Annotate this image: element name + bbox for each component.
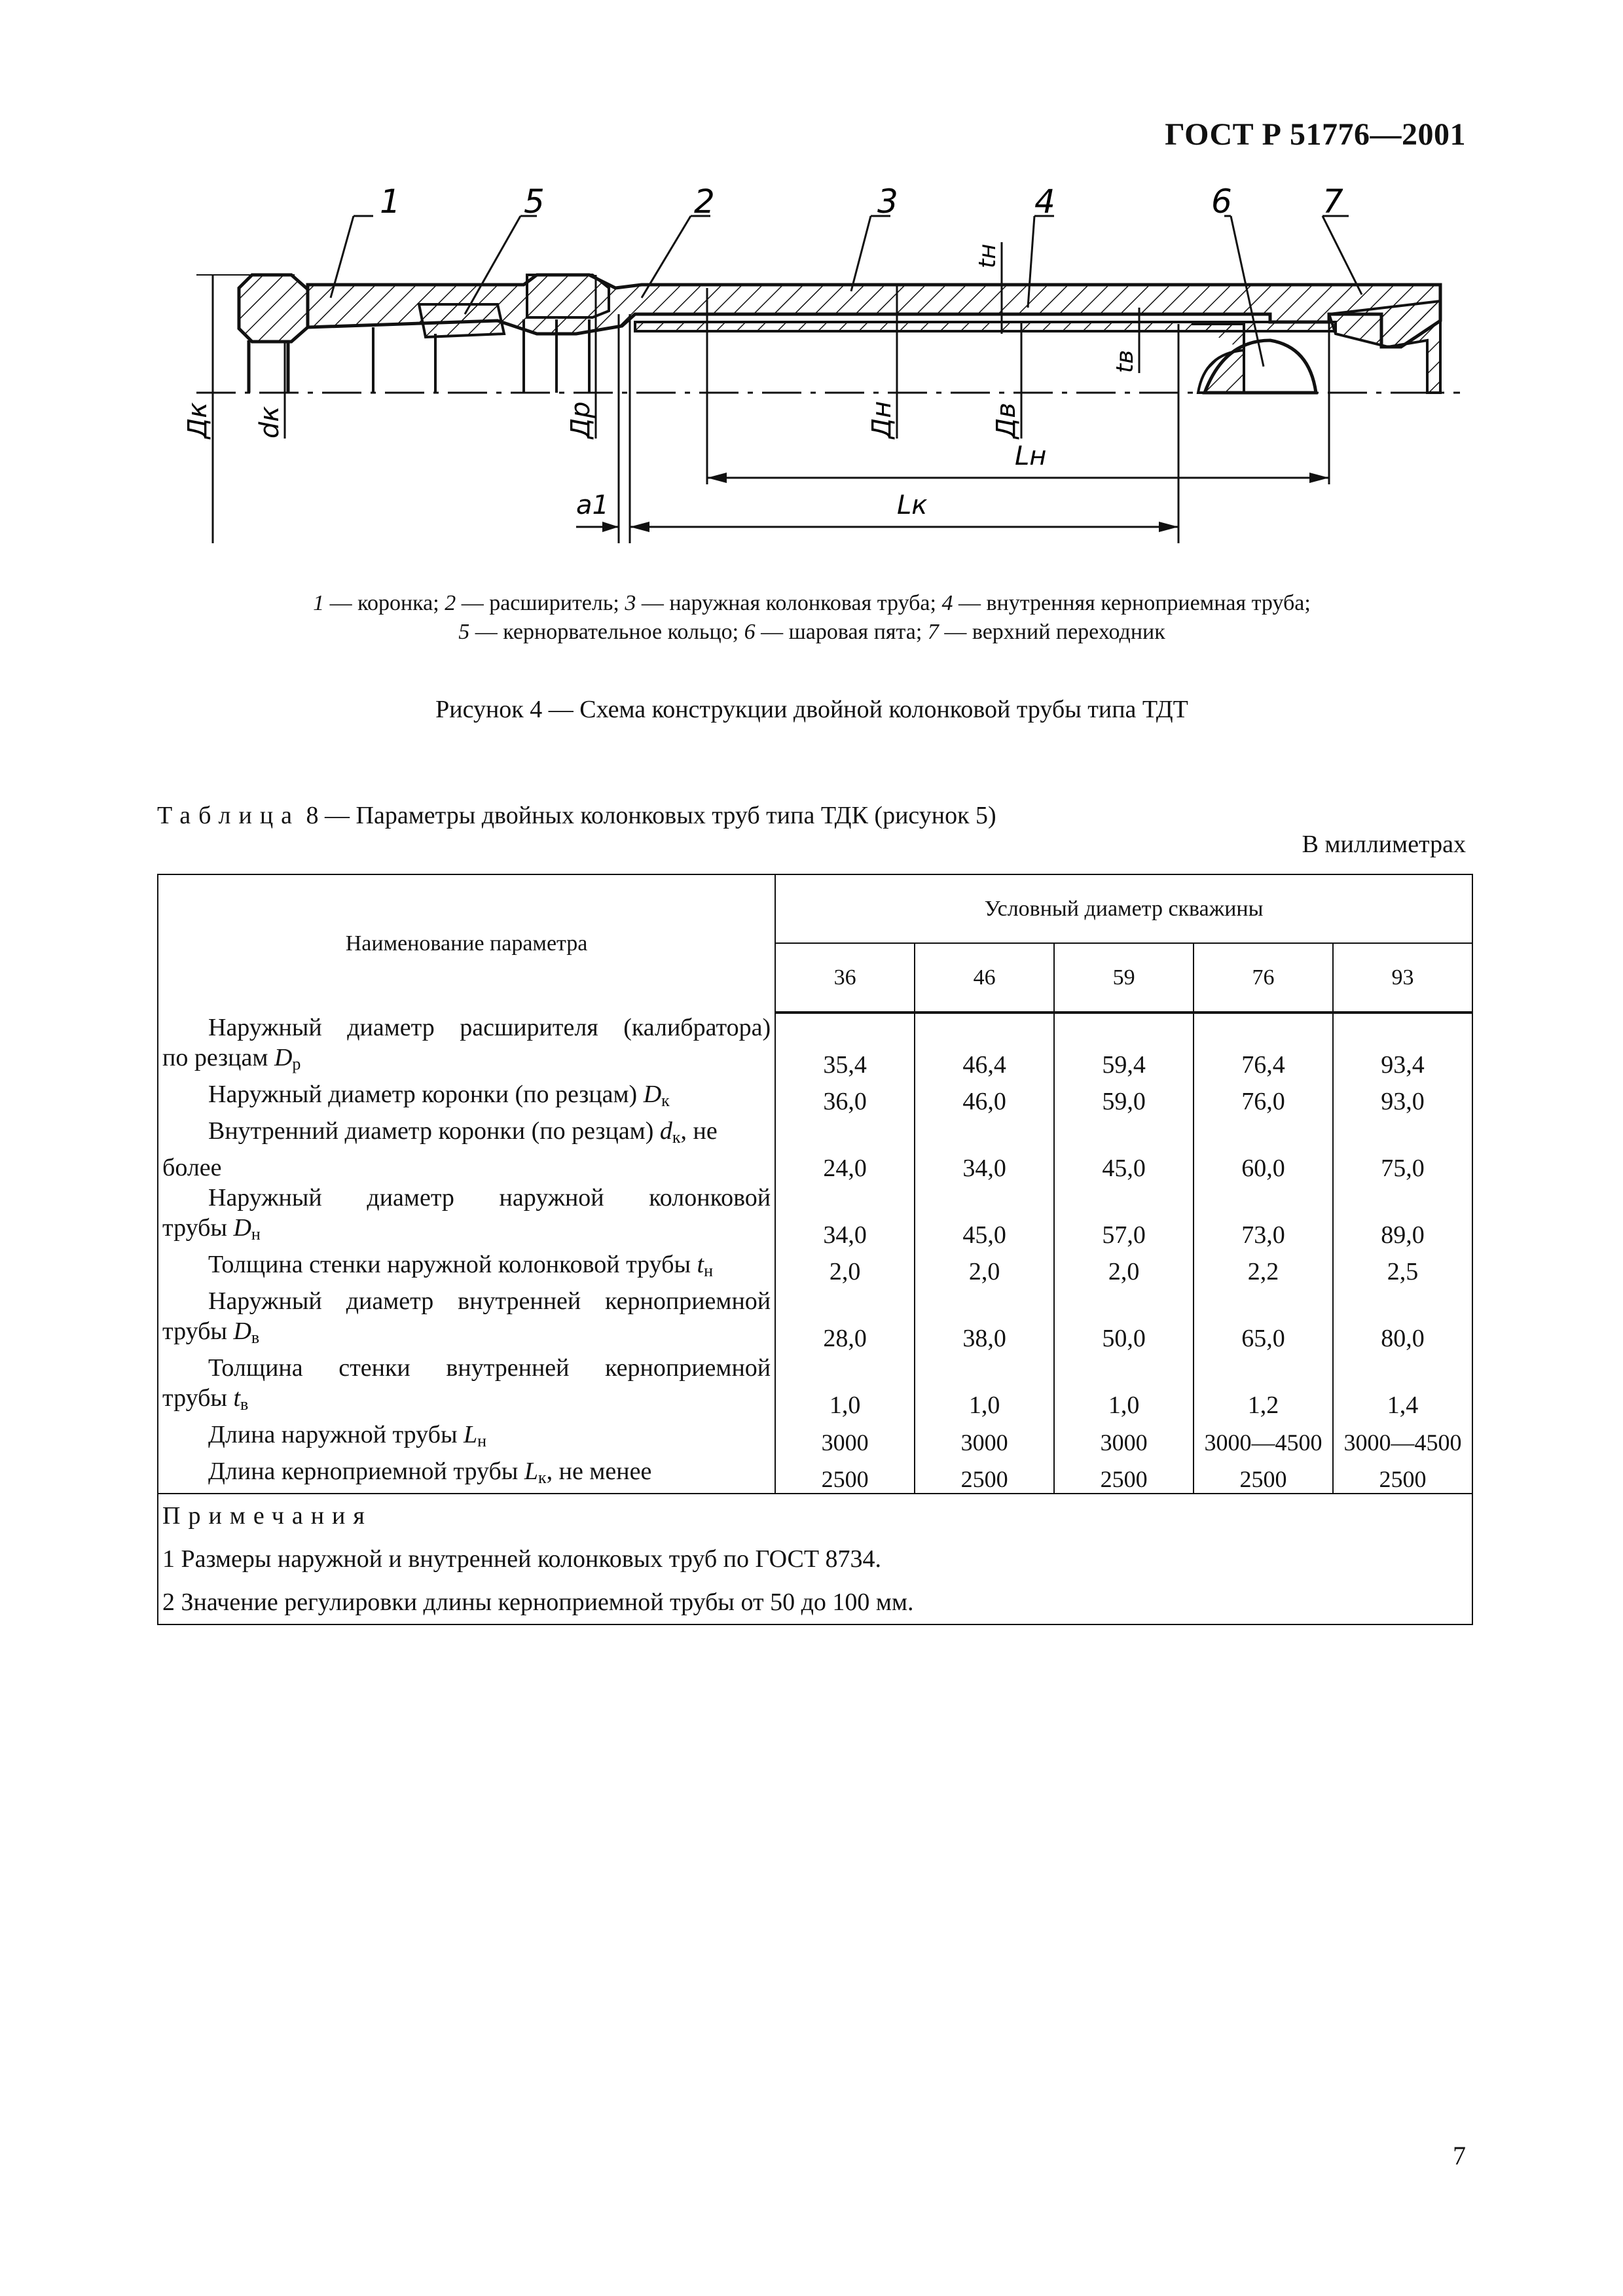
param-value: 76,4 xyxy=(1194,1013,1333,1079)
param-symbol: L xyxy=(463,1421,478,1448)
table-row xyxy=(158,1013,1472,1079)
param-name xyxy=(158,1013,775,1079)
param-value: 46,0 xyxy=(915,1079,1054,1116)
param-value: 45,0 xyxy=(915,1183,1054,1249)
param-value: 75,0 xyxy=(1333,1116,1472,1183)
param-value: 57,0 xyxy=(1054,1183,1194,1249)
param-name xyxy=(158,1286,775,1353)
legend-num: 1 xyxy=(313,591,325,615)
param-subscript: р xyxy=(292,1054,301,1073)
param-symbol: D xyxy=(233,1318,251,1345)
param-name xyxy=(158,1456,775,1494)
document-code: ГОСТ Р 51776—2001 xyxy=(1165,117,1466,152)
param-line1: Толщина стенки внутренней керноприемной xyxy=(208,1354,771,1382)
param-value: 60,0 xyxy=(1194,1116,1333,1183)
param-value: 34,0 xyxy=(775,1183,915,1249)
param-value: 73,0 xyxy=(1194,1183,1333,1249)
callout-5: 5 xyxy=(524,183,545,221)
param-value: 1,0 xyxy=(915,1353,1054,1420)
param-subscript: к xyxy=(661,1091,670,1110)
param-line2: трубы xyxy=(162,1384,234,1412)
param-symbol: t xyxy=(233,1384,240,1412)
param-value: 1,4 xyxy=(1333,1353,1472,1420)
param-value: 2,5 xyxy=(1333,1249,1472,1286)
callout-1: 1 xyxy=(380,183,401,221)
header-diameter: 93 xyxy=(1333,943,1472,1013)
param-value: 50,0 xyxy=(1054,1286,1194,1353)
legend-text: — верхний переходник xyxy=(938,620,1165,644)
callout-3: 3 xyxy=(877,183,898,221)
param-subscript: н xyxy=(251,1225,261,1244)
param-text: Толщина стенки наружной колонковой трубы xyxy=(208,1251,697,1278)
param-name xyxy=(158,1116,775,1183)
label-dp: Др xyxy=(566,401,596,439)
param-line2: трубы xyxy=(162,1214,234,1242)
notes-cell xyxy=(158,1494,1472,1624)
param-value: 65,0 xyxy=(1194,1286,1333,1353)
param-line2: более xyxy=(162,1154,222,1181)
param-value: 1,0 xyxy=(1054,1353,1194,1420)
table-title xyxy=(157,801,996,830)
label-dk-inner: dк xyxy=(255,406,285,439)
legend-text: — расширитель; xyxy=(456,591,625,615)
param-text: Длина наружной трубы xyxy=(208,1421,464,1448)
param-value: 2500 xyxy=(1194,1456,1333,1494)
label-dn: Дн xyxy=(867,401,897,439)
param-subscript: н xyxy=(704,1261,714,1280)
param-value: 2500 xyxy=(1333,1456,1472,1494)
param-line1 xyxy=(162,1116,771,1153)
table-row xyxy=(158,1353,1472,1420)
param-value: 1,0 xyxy=(775,1353,915,1420)
tube-schematic-drawing xyxy=(157,177,1467,569)
legend-text: — коронка; xyxy=(324,591,445,615)
param-text: Длина керноприемной трубы xyxy=(208,1458,524,1485)
param-value: 34,0 xyxy=(915,1116,1054,1183)
param-value: 3000 xyxy=(1054,1420,1194,1456)
parameters-table xyxy=(157,874,1473,1625)
param-line2: по резцам xyxy=(162,1044,274,1071)
figure-legend xyxy=(157,589,1467,647)
label-tn: tн xyxy=(974,243,1001,268)
table-row xyxy=(158,1456,1472,1494)
param-value: 1,2 xyxy=(1194,1353,1333,1420)
legend-line-1 xyxy=(157,589,1467,618)
param-name xyxy=(158,1353,775,1420)
legend-num: 6 xyxy=(744,620,756,644)
param-subscript: в xyxy=(251,1328,260,1347)
legend-text: — внутренняя керноприемная труба; xyxy=(953,591,1311,615)
param-line1: Наружный диаметр наружной колонковой xyxy=(208,1184,771,1211)
label-a1: a1 xyxy=(576,490,609,520)
callout-7: 7 xyxy=(1322,183,1343,221)
label-tv: tв xyxy=(1112,350,1139,373)
param-value: 76,0 xyxy=(1194,1079,1333,1116)
label-dv: Дв xyxy=(991,403,1021,439)
table-row xyxy=(158,1249,1472,1286)
header-diameter: 76 xyxy=(1194,943,1333,1013)
legend-line-2 xyxy=(157,618,1467,647)
legend-num: 7 xyxy=(927,620,939,644)
header-diameter-group: Условный диаметр скважины xyxy=(775,874,1472,943)
legend-text: — шаровая пята; xyxy=(755,620,928,644)
legend-num: 4 xyxy=(941,591,953,615)
param-value: 3000—4500 xyxy=(1333,1420,1472,1456)
legend-num: 5 xyxy=(458,620,470,644)
param-name xyxy=(158,1183,775,1249)
tube-construction-figure xyxy=(157,177,1467,569)
param-value: 46,4 xyxy=(915,1013,1054,1079)
callout-4: 4 xyxy=(1034,183,1055,221)
header-diameter: 59 xyxy=(1054,943,1194,1013)
param-value: 3000—4500 xyxy=(1194,1420,1333,1456)
param-value: 2500 xyxy=(775,1456,915,1494)
param-symbol: L xyxy=(524,1458,538,1485)
param-text: Внутренний диаметр коронки (по резцам) xyxy=(208,1117,660,1145)
param-value: 2,2 xyxy=(1194,1249,1333,1286)
figure-caption: Рисунок 4 — Схема конструкции двойной колонковой трубы типа ТДТ xyxy=(435,696,1188,723)
param-symbol: D xyxy=(233,1214,251,1242)
table-row xyxy=(158,1116,1472,1183)
legend-num: 3 xyxy=(625,591,636,615)
param-value: 2,0 xyxy=(1054,1249,1194,1286)
header-parameter-name: Наименование параметра xyxy=(158,874,775,1013)
param-line1: Наружный диаметр расширителя (калибратора) xyxy=(208,1014,771,1041)
param-value: 3000 xyxy=(915,1420,1054,1456)
note-item: 1 Размеры наружной и внутренней колонковых труб по ГОСТ 8734. xyxy=(162,1545,882,1573)
param-line1 xyxy=(162,1249,771,1286)
param-subscript: н xyxy=(477,1431,487,1450)
param-line1 xyxy=(162,1420,771,1456)
param-name xyxy=(158,1079,775,1116)
param-value: 2500 xyxy=(1054,1456,1194,1494)
label-lk: Lк xyxy=(897,490,928,520)
param-name xyxy=(158,1249,775,1286)
param-value: 93,0 xyxy=(1333,1079,1472,1116)
callout-6: 6 xyxy=(1211,183,1232,221)
header-diameter: 36 xyxy=(775,943,915,1013)
label-ln: Lн xyxy=(1015,441,1047,471)
note-item: 2 Значение регулировки длины керноприемной трубы от 50 до 100 мм. xyxy=(162,1588,914,1616)
param-name xyxy=(158,1420,775,1456)
label-dk-outer: Дк xyxy=(183,402,213,439)
param-value: 89,0 xyxy=(1333,1183,1472,1249)
param-symbol: D xyxy=(643,1081,662,1108)
param-value: 24,0 xyxy=(775,1116,915,1183)
legend-num: 2 xyxy=(445,591,456,615)
param-text: Наружный диаметр коронки (по резцам) xyxy=(208,1081,644,1108)
legend-text: — наружная колонковая труба; xyxy=(636,591,942,615)
param-symbol: D xyxy=(274,1044,293,1071)
param-subscript: к xyxy=(672,1128,681,1147)
param-line1 xyxy=(162,1079,771,1116)
header-diameter: 46 xyxy=(915,943,1054,1013)
param-value: 2500 xyxy=(915,1456,1054,1494)
notes-title: Примечания xyxy=(162,1502,373,1530)
legend-text: — кернорвательное кольцо; xyxy=(469,620,744,644)
table-title-label: Таблица xyxy=(157,802,301,829)
param-subscript: к xyxy=(538,1468,547,1487)
param-line2: трубы xyxy=(162,1318,234,1345)
table-row xyxy=(158,1286,1472,1353)
param-value: 3000 xyxy=(775,1420,915,1456)
param-value: 35,4 xyxy=(775,1013,915,1079)
param-value: 59,0 xyxy=(1054,1079,1194,1116)
param-value: 45,0 xyxy=(1054,1116,1194,1183)
page-number: 7 xyxy=(1453,2141,1466,2170)
param-value: 38,0 xyxy=(915,1286,1054,1353)
param-line1 xyxy=(162,1456,771,1493)
param-value: 2,0 xyxy=(775,1249,915,1286)
param-value: 93,4 xyxy=(1333,1013,1472,1079)
param-symbol: d xyxy=(659,1117,672,1145)
table-row xyxy=(158,1420,1472,1456)
param-value: 36,0 xyxy=(775,1079,915,1116)
table-units: В миллиметрах xyxy=(1302,831,1466,858)
param-value: 80,0 xyxy=(1333,1286,1472,1353)
callout-2: 2 xyxy=(694,183,715,221)
param-subscript: в xyxy=(240,1395,249,1414)
table-row xyxy=(158,1079,1472,1116)
param-symbol: t xyxy=(697,1251,704,1278)
table-row xyxy=(158,1183,1472,1249)
param-value: 59,4 xyxy=(1054,1013,1194,1079)
notes-row xyxy=(158,1494,1472,1624)
table-title-text: 8 — Параметры двойных колонковых труб типа ТДК (рисунок 5) xyxy=(300,802,996,829)
param-line1: Наружный диаметр внутренней керноприемной xyxy=(208,1287,771,1315)
param-value: 2,0 xyxy=(915,1249,1054,1286)
param-text: , не менее xyxy=(546,1458,652,1485)
param-value: 28,0 xyxy=(775,1286,915,1353)
param-text: , не xyxy=(680,1117,718,1145)
